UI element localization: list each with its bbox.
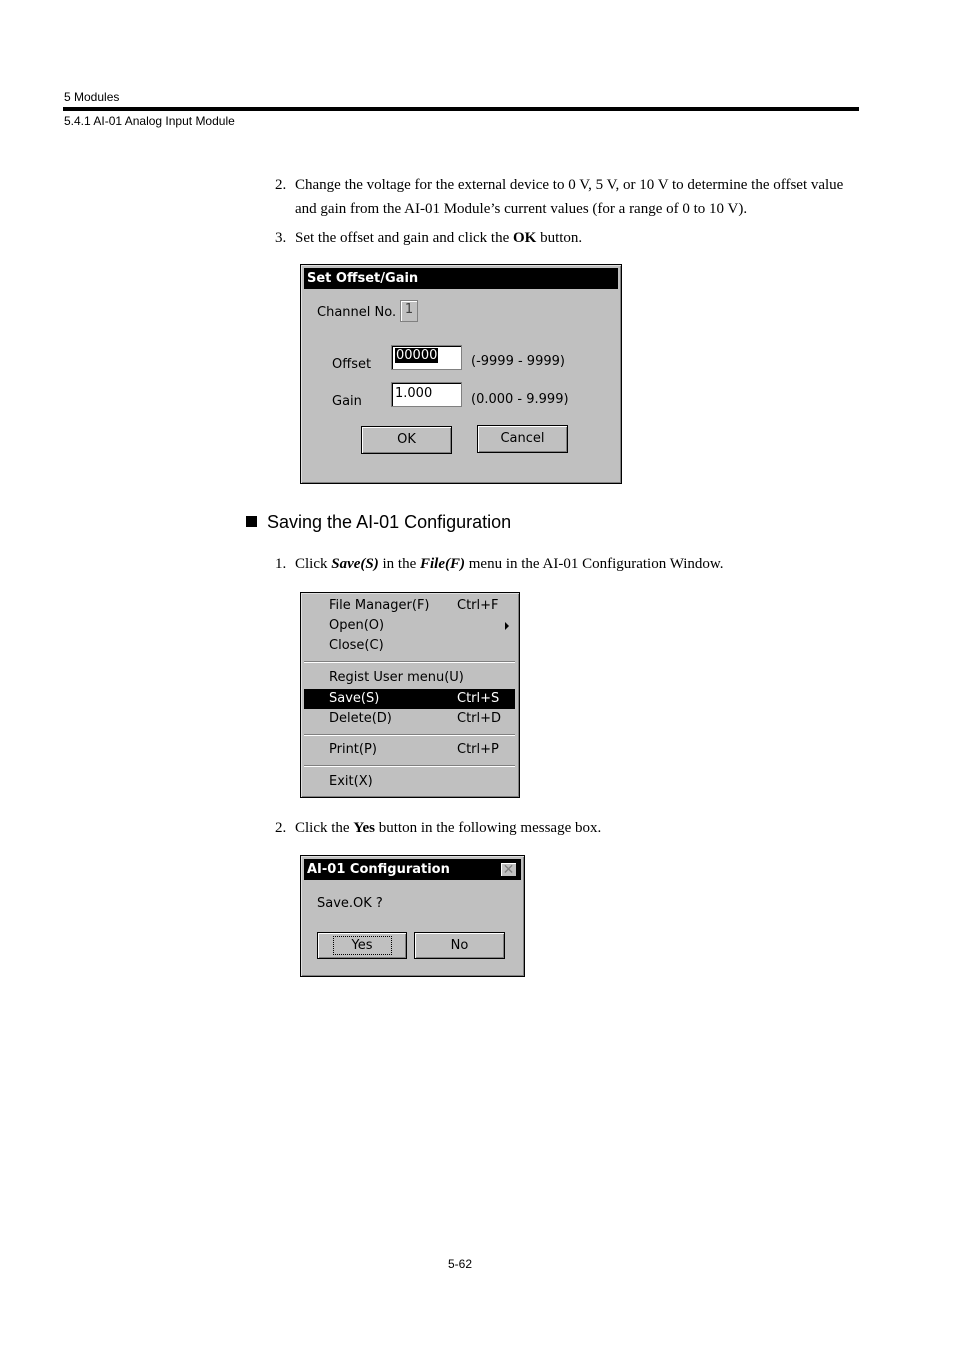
dialog-title-bar: Set Offset/Gain [304,268,618,289]
menu-item-delete[interactable]: Delete(D) Ctrl+D [329,711,502,726]
menu-separator [304,661,515,663]
section-heading: Saving the AI-01 Configuration [246,512,511,533]
yes-button[interactable]: Yes [317,932,407,959]
file-menu [300,592,520,798]
step-text: Change the voltage for the external device to 0 V, 5 V, or 10 V to determine the offset value and gain from the AI-01 Module’s current values (for a range of 0 to 10 V). [295,177,844,217]
menu-item-file-manager[interactable]: File Manager(F) Ctrl+F [329,598,499,613]
menu-item-regist-user-menu[interactable]: Regist User menu(U) [329,670,464,685]
step-number: 2. [275,177,287,193]
step-text: Click the Yes button in the following message box. [295,820,602,836]
step-number: 3. [275,230,287,246]
step-number: 2. [275,820,287,836]
menu-item-exit[interactable]: Exit(X) [329,774,373,789]
dialog-title-bar: AI-01 Configuration ✕ [304,859,521,880]
confirm-dialog [300,855,525,977]
confirm-message: Save.OK ? [317,896,383,911]
menu-separator [304,734,515,736]
offset-label: Offset [332,357,372,372]
gain-range: (0.000 - 9.999) [471,392,569,407]
offset-gain-dialog [300,264,622,484]
step-text: Click Save(S) in the File(F) menu in the AI-01 Configuration Window. [295,556,724,572]
menu-item-close[interactable]: Close(C) [329,638,384,653]
gain-label: Gain [332,394,362,409]
menu-item-print[interactable]: Print(P) Ctrl+P [329,742,499,757]
channel-label: Channel No. [317,305,397,320]
step-number: 1. [275,556,287,572]
channel-number-field: 1 [400,300,418,322]
no-button[interactable]: No [414,932,505,959]
header-rule [63,107,859,111]
offset-input[interactable]: 00000 [391,345,462,370]
chapter-header: 5 Modules [64,90,120,104]
ok-button[interactable]: OK [361,426,452,454]
section-header: 5.4.1 AI-01 Analog Input Module [64,114,235,128]
menu-separator [304,765,515,767]
offset-range: (-9999 - 9999) [471,354,565,369]
menu-item-open[interactable]: Open(O) [304,616,515,636]
square-bullet-icon [246,516,257,527]
gain-input[interactable]: 1.000 [391,382,462,407]
submenu-arrow-icon [505,622,509,630]
menu-item-save[interactable]: Save(S) Ctrl+S [304,689,515,709]
cancel-button[interactable]: Cancel [477,425,568,453]
step-text: Set the offset and gain and click the OK button. [295,230,583,246]
close-icon[interactable]: ✕ [500,862,517,877]
page-number: 5-62 [447,1257,473,1271]
